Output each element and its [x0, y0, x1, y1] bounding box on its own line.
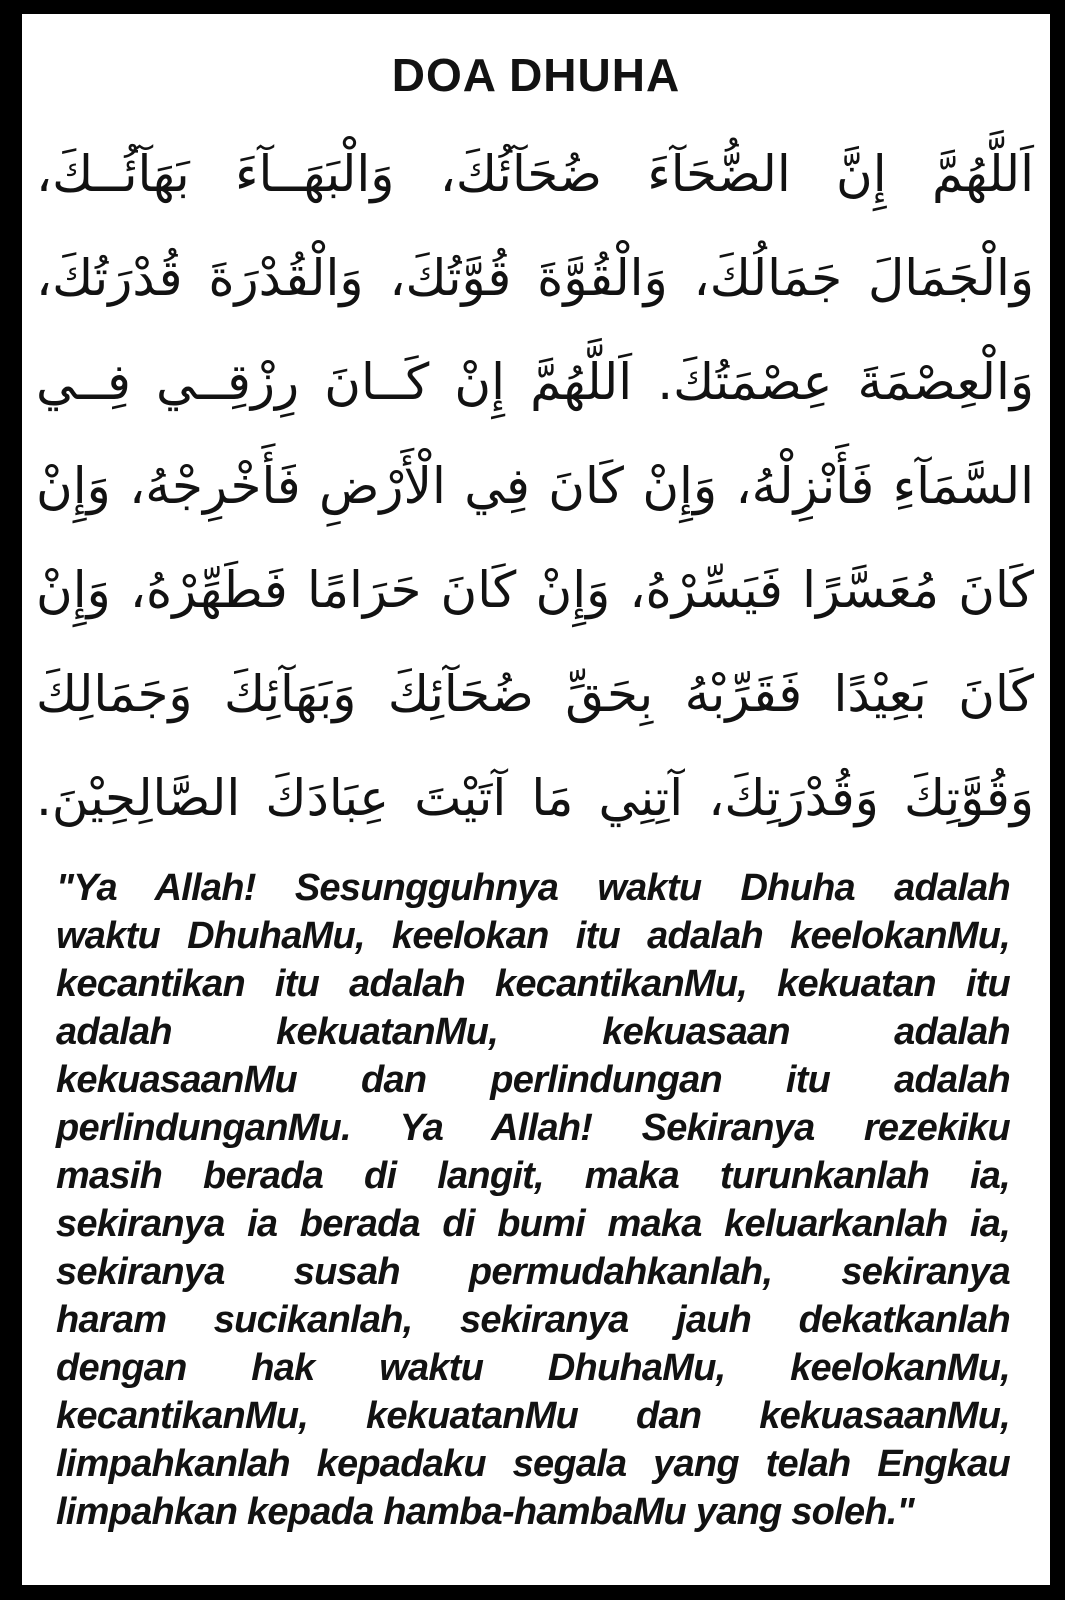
translation-line: haram sucikanlah, sekiranya jauh dekatkanlah: [56, 1299, 1010, 1341]
translation-line: masih berada di langit, maka turunkanlah ia,: [56, 1155, 1010, 1197]
translation-line: adalah kekuatanMu, kekuasaan adalah: [56, 1011, 1010, 1053]
translation-line: limpahkan kepada hamba-hambaMu yang soleh.": [56, 1491, 914, 1533]
translation-line: dengan hak waktu DhuhaMu, keelokanMu,: [56, 1347, 1010, 1389]
arabic-line: اَللَّهُمَّ إِنَّ الضُّحَآءَ ضُحَآئُكَ، وَالْبَهَــآءَ بَهَآئُــكَ،: [36, 145, 1034, 203]
translation-line: perlindunganMu. Ya Allah! Sekiranya rezekiku: [56, 1107, 1010, 1149]
translation-line: kecantikanMu, kekuatanMu dan kekuasaanMu,: [56, 1395, 1010, 1437]
translation-line: kekuasaanMu dan perlindungan itu adalah: [56, 1059, 1010, 1101]
translation-line: sekiranya ia berada di bumi maka keluarkanlah ia,: [56, 1203, 1010, 1245]
translation-line: waktu DhuhaMu, keelokan itu adalah keelokanMu,: [56, 915, 1010, 957]
arabic-line: وَالْعِصْمَةَ عِصْمَتُكَ. اَللَّهُمَّ إِنْ كَــانَ رِزْقِــي فِــي: [36, 353, 1034, 411]
arabic-line: وَالْجَمَالَ جَمَالُكَ، وَالْقُوَّةَ قُوَّتُكَ، وَالْقُدْرَةَ قُدْرَتُكَ،: [36, 249, 1034, 307]
arabic-line: كَانَ بَعِيْدًا فَقَرِّبْهُ بِحَقِّ ضُحَآئِكَ وَبَهَآئِكَ وَجَمَالِكَ: [36, 665, 1034, 723]
arabic-line: وَقُوَّتِكَ وَقُدْرَتِكَ، آتِنِي مَا آتَيْتَ عِبَادَكَ الصَّالِحِيْنَ.: [36, 769, 1034, 827]
translation-line: kecantikan itu adalah kecantikanMu, kekuatan itu: [56, 963, 1010, 1005]
translation-line: sekiranya susah permudahkanlah, sekiranya: [56, 1251, 1010, 1293]
arabic-prayer-block: [36, 122, 1034, 850]
translation-block: [56, 864, 1010, 1536]
page-title: DOA DHUHA: [391, 49, 681, 101]
translation-line: "Ya Allah! Sesungguhnya waktu Dhuha adalah: [56, 867, 1010, 909]
translation-line: limpahkanlah kepadaku segala yang telah Engkau: [56, 1443, 1010, 1485]
arabic-line: كَانَ مُعَسَّرًا فَيَسِّرْهُ، وَإِنْ كَانَ حَرَامًا فَطَهِّرْهُ، وَإِنْ: [36, 561, 1034, 619]
prayer-card-page: [22, 14, 1050, 1585]
arabic-line: السَّمَآءِ فَأَنْزِلْهُ، وَإِنْ كَانَ فِي الْأَرْضِ فَأَخْرِجْهُ، وَإِنْ: [36, 457, 1034, 515]
